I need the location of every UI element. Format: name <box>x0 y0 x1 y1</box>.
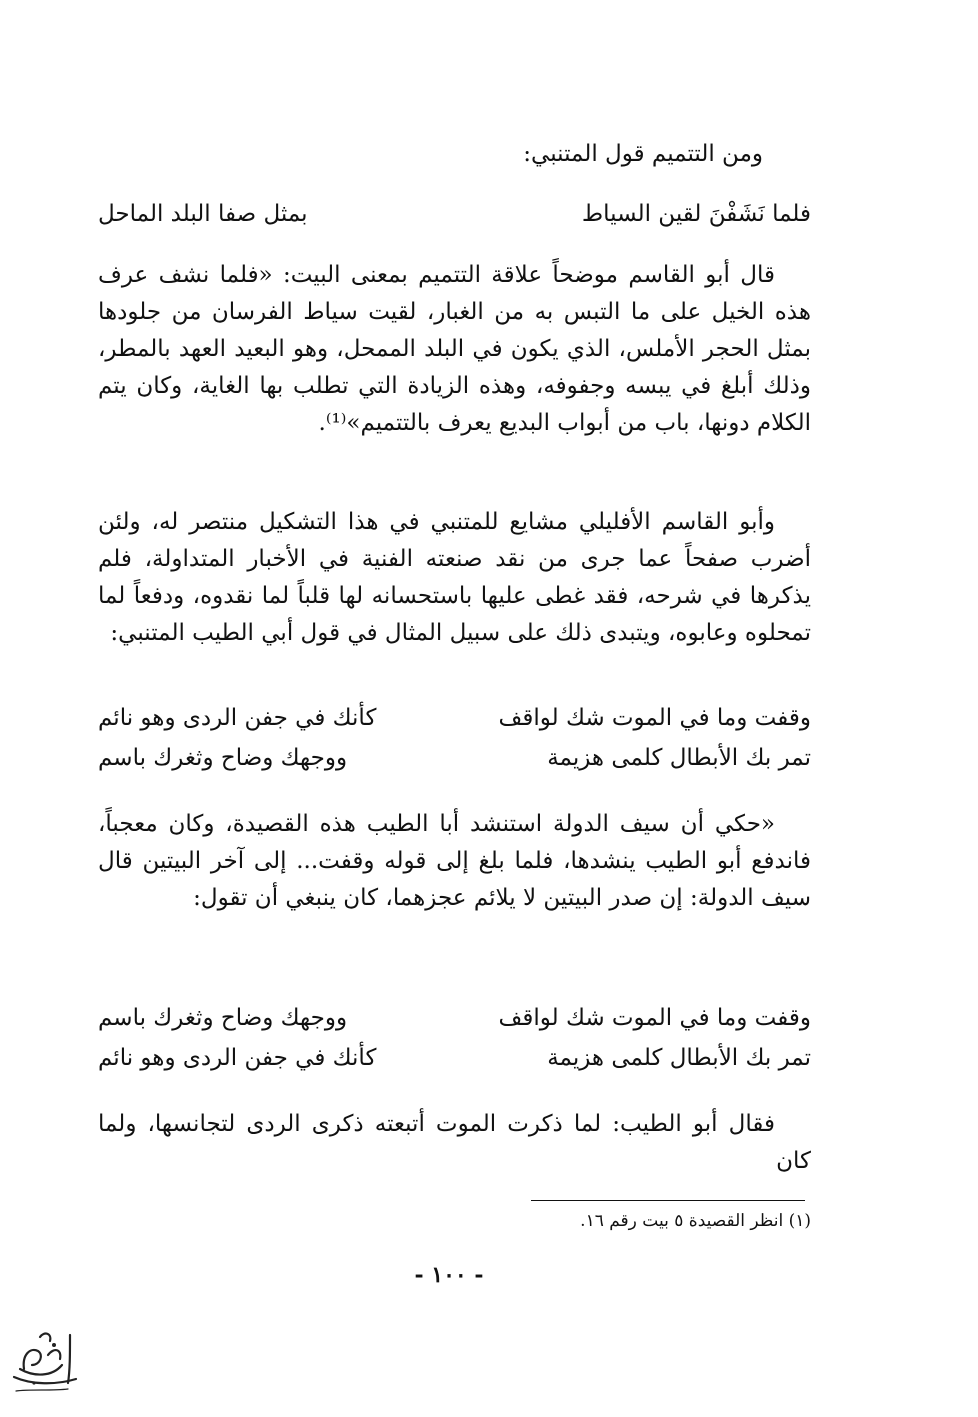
intro-line: ومن التتميم قول المتنبي: <box>523 141 763 167</box>
footnote-divider <box>531 1200 805 1201</box>
paragraph-2: وأبو القاسم الأفليلي مشايع للمتنبي في هذا التشكيل منتصر له، ولئن أضرب صفحاً عما جرى من نقد صنعته الفنية في الأخبار المتداولة، فلم يذكرها في شرحه، فقد غطى عليها باستحسانه لها قلباً لما نقدوه، ودفعاً لما تمحلوه وعابوه، ويتبدى ذلك على سبيل المثال في قول أبي الطيب المتنبي: <box>98 509 811 646</box>
footnote: (١) انظر القصيدة ٥ بيت رقم ١٦. <box>580 1211 811 1231</box>
verse-hemistich-first: فلما نَشَفْنَ لقين السياط <box>581 201 811 227</box>
verse-couplet-2a <box>98 699 811 737</box>
verse-hemistich-second: بمثل صفا البلد الماحل <box>98 201 308 227</box>
verse-hemistich-second: كأنك في جفن الردى وهو نائم <box>98 705 377 731</box>
verse-hemistich-second: كأنك في جفن الردى وهو نائم <box>98 1045 377 1071</box>
verse-couplet-1 <box>98 195 811 233</box>
library-seal-icon <box>4 1325 84 1403</box>
paragraph-3: «حكي أن سيف الدولة استنشد أبا الطيب هذه القصيدة، وكان معجباً، فاندفع أبو الطيب ينشدها، فلما بلغ إلى قوله وقفت... إلى آخر البيتين قال سيف الدولة: إن صدر البيتين لا يلائم عجزهما، كان ينبغي أن تقول: <box>98 811 811 911</box>
verse-hemistich-second: ووجهك وضاح وثغرك باسم <box>98 745 348 771</box>
page-number: - ١٠٠ - <box>414 1262 484 1288</box>
verse-hemistich-first: تمر بك الأبطال كلمى هزيمة <box>547 745 811 771</box>
verse-hemistich-first: وقفت وما في الموت شك لواقف <box>498 705 811 731</box>
paragraph-1: قال أبو القاسم موضحاً علاقة التتميم بمعنى البيت: «فلما نشف عرف هذه الخيل على ما التبس به من الغبار، لقيت سياط الفرسان من جلودها بمثل الحجر الأملس، الذي يكون في البلد الممحل، وهو البعيد العهد بالمطر، وذلك أبلغ في يبسه وجفوفه، وهذه الزيادة التي تطلب بها الغاية، وكان يتم الكلام دونها، باب من أبواب البديع يعرف بالتتميم»⁽¹⁾. <box>98 262 811 436</box>
verse-couplet-3b <box>98 1039 811 1077</box>
verse-hemistich-second: ووجهك وضاح وثغرك باسم <box>98 1005 348 1031</box>
verse-couplet-3a <box>98 999 811 1037</box>
verse-hemistich-first: تمر بك الأبطال كلمى هزيمة <box>547 1045 811 1071</box>
verse-couplet-2b <box>98 739 811 777</box>
paragraph-4: فقال أبو الطيب: لما ذكرت الموت أتبعته ذكرى الردى لتجانسها، ولما كان <box>98 1111 811 1174</box>
verse-hemistich-first: وقفت وما في الموت شك لواقف <box>498 1005 811 1031</box>
